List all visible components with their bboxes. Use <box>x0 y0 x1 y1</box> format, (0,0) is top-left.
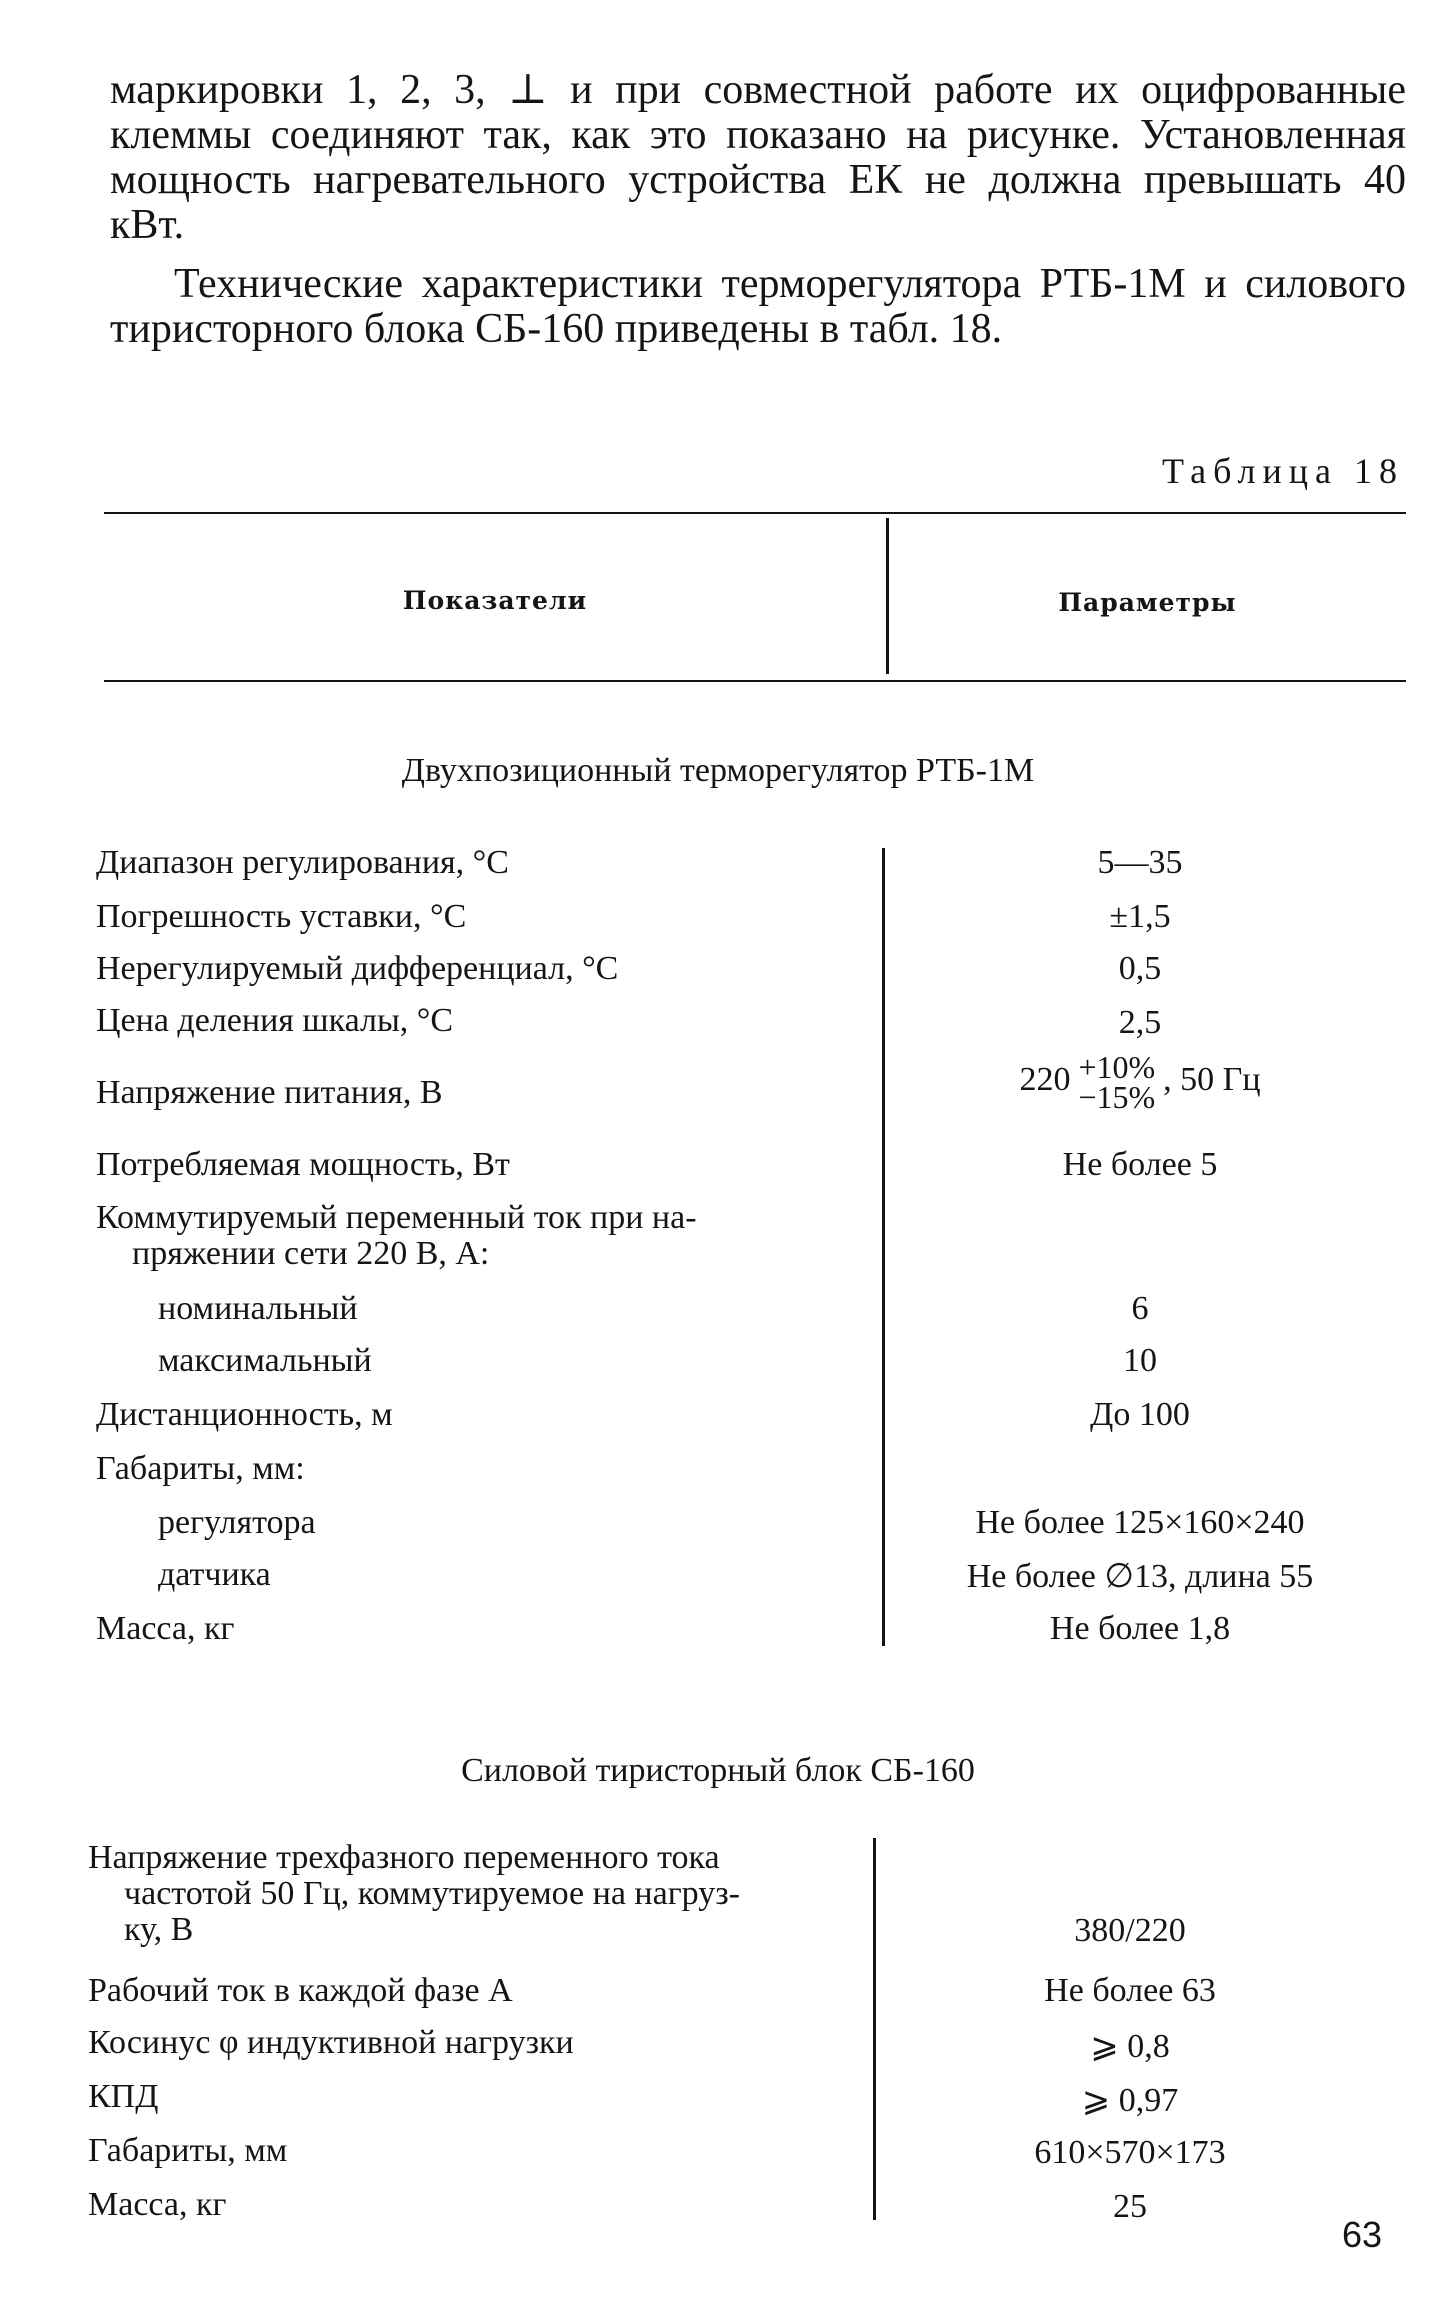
table-top-rule <box>104 512 1406 514</box>
section1-column-divider <box>882 848 885 1646</box>
row-value: 2,5 <box>1118 1004 1162 1041</box>
row-value: Не более 63 <box>1044 1972 1216 2009</box>
row-label: датчика <box>158 1556 271 1593</box>
row-value: ⩾ 0,97 <box>1081 2082 1179 2119</box>
row-label: Рабочий ток в каждой фазе А <box>88 1972 513 2009</box>
header-indicators: Показатели <box>402 586 588 615</box>
row-label: Габариты, мм: <box>96 1450 305 1487</box>
row-value: 6 <box>1131 1290 1149 1327</box>
page-number: 63 <box>1342 2214 1383 2255</box>
row-value: 5—35 <box>1097 844 1183 881</box>
section-title-rtb: Двухпозиционный терморегулятор РТБ-1М <box>401 752 1035 789</box>
header-parameters: Параметры <box>1058 588 1237 617</box>
supply-voltage-value <box>890 1049 1390 1115</box>
row-value: Не более ∅13, длина 55 <box>966 1558 1314 1595</box>
label-line: пряжении сети 220 В, А: <box>132 1235 490 1272</box>
row-label: Косинус φ индуктивной нагрузки <box>88 2024 574 2061</box>
intro-paragraph-2: Технические характеристики терморегулятора РТБ-1М и силового тиристорного блока СБ-160 приведены в табл. 18. <box>110 261 1406 352</box>
row-label-multiline <box>88 1840 838 1948</box>
row-value: ⩾ 0,8 <box>1090 2028 1170 2065</box>
row-value: ±1,5 <box>1109 898 1171 935</box>
voltage-base: 220 <box>1019 1060 1071 1098</box>
row-value: 10 <box>1123 1342 1157 1379</box>
row-value: До 100 <box>1090 1396 1190 1433</box>
row-label: Нерегулируемый дифференциал, °С <box>96 950 619 987</box>
row-value: 25 <box>1113 2188 1147 2225</box>
row-label: Цена деления шкалы, °С <box>96 1002 454 1039</box>
row-value: Не более 1,8 <box>1049 1610 1231 1647</box>
row-label: Масса, кг <box>96 1610 235 1647</box>
label-line: ку, В <box>124 1911 194 1948</box>
row-label: Напряжение питания, В <box>96 1074 443 1111</box>
voltage-frequency: , 50 Гц <box>1163 1060 1261 1098</box>
row-label-multiline <box>96 1200 846 1272</box>
section2-column-divider <box>873 1838 876 2220</box>
row-label: Габариты, мм <box>88 2132 288 2169</box>
row-value: 610×570×173 <box>1034 2134 1226 2171</box>
table-header-rule <box>104 680 1406 682</box>
label-line: Напряжение трехфазного переменного тока <box>88 1839 720 1876</box>
section-title-sb160: Силовой тиристорный блок СБ-160 <box>461 1752 975 1789</box>
row-label: Масса, кг <box>88 2186 227 2223</box>
voltage-tolerance <box>1078 1049 1156 1115</box>
tolerance-plus: +10% <box>1078 1049 1156 1085</box>
row-value: Не более 125×160×240 <box>975 1504 1305 1541</box>
row-label: Дистанционность, м <box>96 1396 393 1433</box>
label-line: Коммутируемый переменный ток при на- <box>96 1199 697 1236</box>
label-line: частотой 50 Гц, коммутируемое на нагруз- <box>124 1875 740 1912</box>
row-value: 380/220 <box>1074 1912 1186 1949</box>
row-label: регулятора <box>158 1504 316 1541</box>
row-label: максимальный <box>158 1342 372 1379</box>
row-label: Потребляемая мощность, Вт <box>96 1146 510 1183</box>
row-value: 0,5 <box>1118 950 1162 987</box>
row-label: номинальный <box>158 1290 358 1327</box>
row-label: Диапазон регулирования, °С <box>96 844 509 881</box>
table-caption: Таблица 18 <box>1162 451 1404 491</box>
row-label: Погрешность уставки, °С <box>96 898 467 935</box>
row-label: КПД <box>88 2078 159 2115</box>
intro-paragraph-1: маркировки 1, 2, 3, ⊥ и при совместной работе их оцифрованные клеммы соединяют так, как это показано на рисунке. Установленная мощность нагревательного устройства ЕК не должна превышать 40 кВт. <box>110 67 1406 248</box>
tolerance-minus: −15% <box>1078 1079 1156 1115</box>
row-value: Не более 5 <box>1062 1146 1218 1183</box>
